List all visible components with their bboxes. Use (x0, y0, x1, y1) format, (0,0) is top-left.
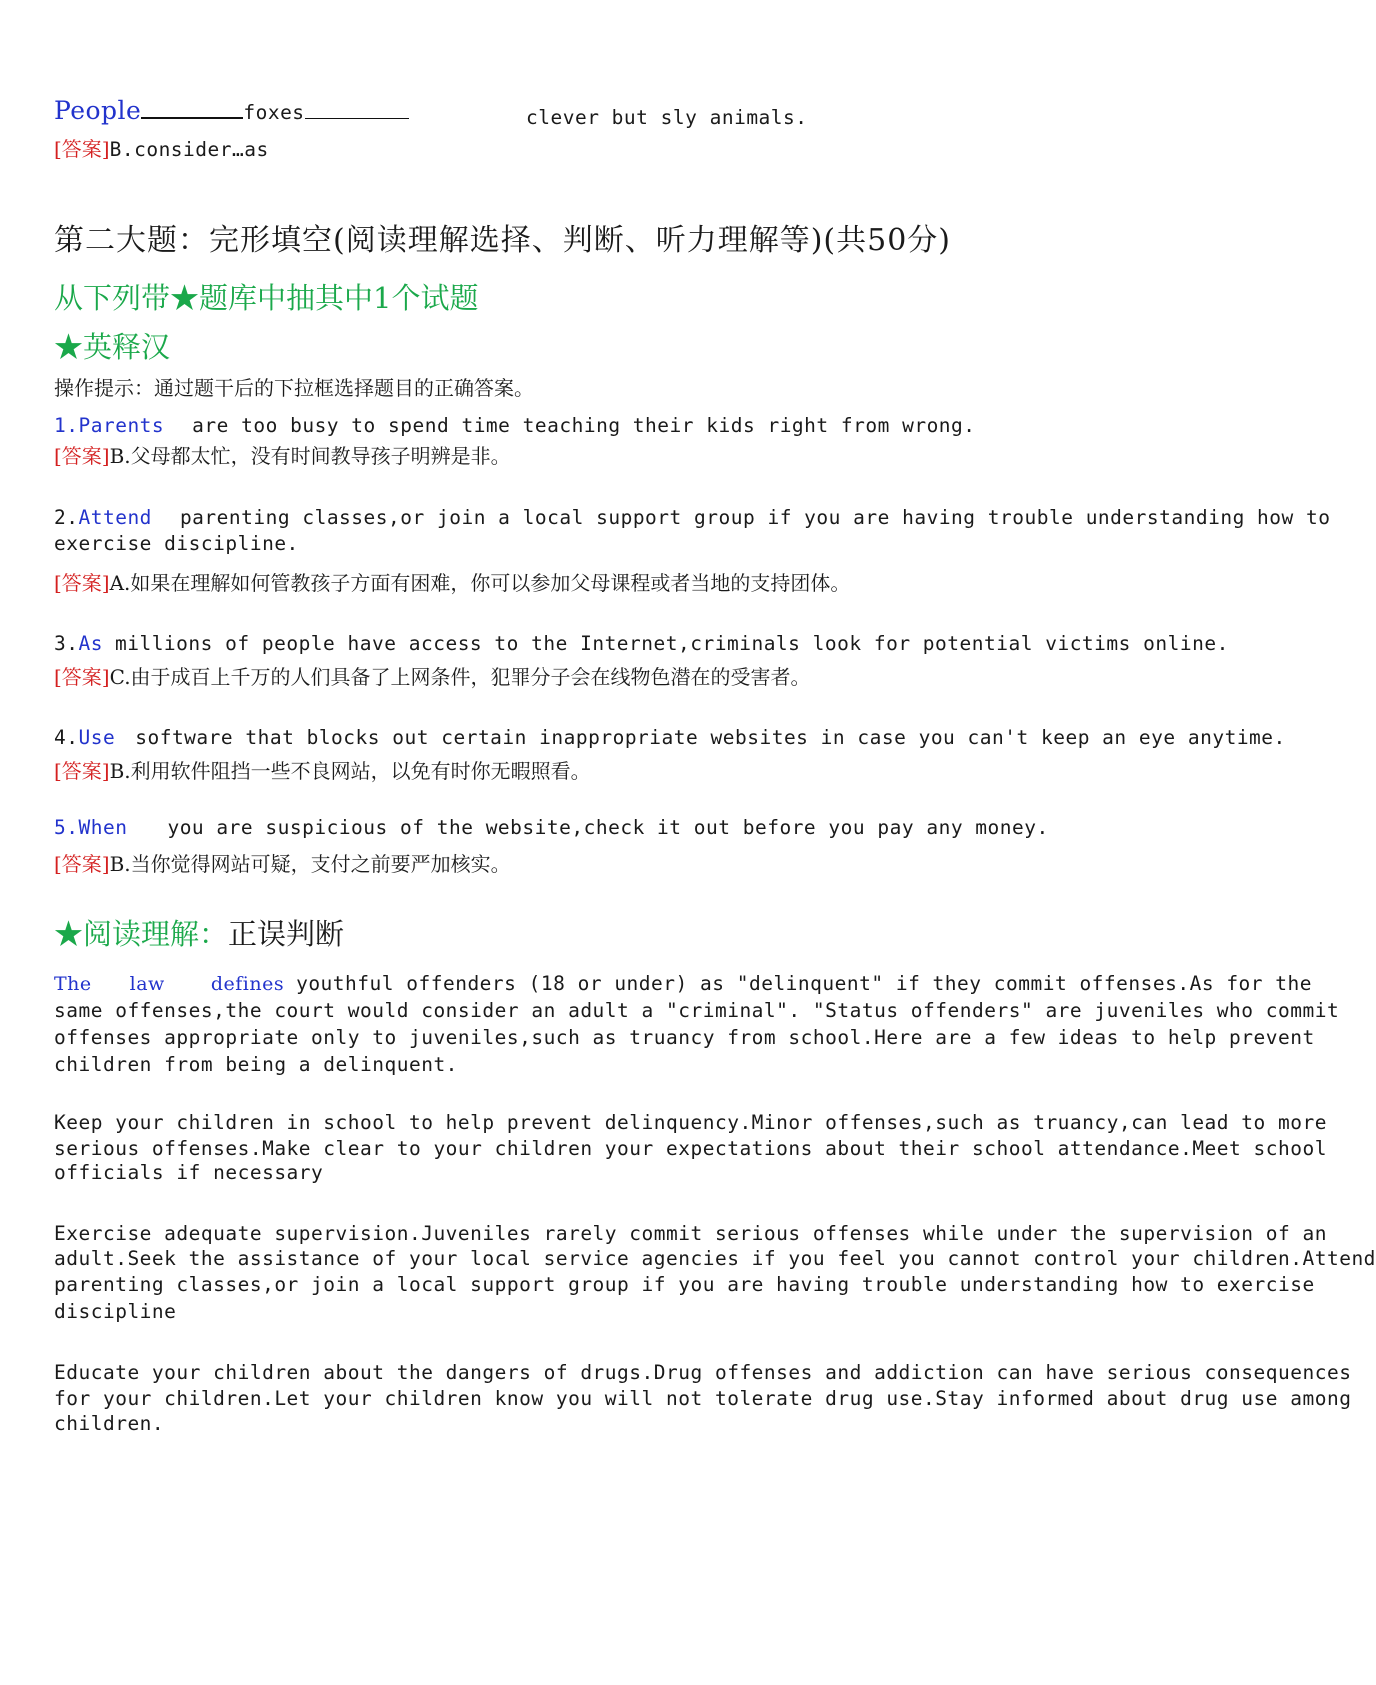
passage-text: youthful offenders (18 or under) as "delinquent" if they commit offenses.As for the (296, 972, 1312, 995)
blank-dropdown-defines[interactable]: defines (210, 973, 285, 995)
answer-3 (54, 661, 811, 690)
passage-p4-line-3: children. (54, 1412, 165, 1435)
passage-p4-line-2: for your children.Let your children know you will not tolerate drug use.Stay informed about drug use among (54, 1387, 1352, 1410)
answer-tag: [答案] (54, 665, 110, 689)
answer-text: B.父母都太忙，没有时间教导孩子明辨是非。 (109, 444, 511, 468)
passage-p2-line-2: serious offenses.Make clear to your children your expectations about their school attendance.Meet school (54, 1137, 1327, 1160)
prev-question-answer (54, 133, 269, 162)
answer-dropdown[interactable]: Use (78, 726, 116, 749)
question-text: parenting classes,or join a local support group if you are having trouble understanding how to (179, 506, 1331, 529)
passage-p1-line-1 (54, 972, 1312, 995)
question-text: millions of people have access to the Internet,criminals look for potential victims online. (114, 632, 1229, 655)
question-text: you are suspicious of the website,check it out before you pay any money. (167, 816, 1049, 839)
passage-p1-line-4: children from being a delinquent. (54, 1053, 458, 1076)
answer-tag: [答案] (54, 852, 110, 876)
part1-title: ★英释汉 (54, 330, 171, 364)
part2-title (54, 912, 344, 953)
part2-title-rest: 正误判断 (228, 917, 345, 951)
prev-question-line (54, 96, 409, 125)
passage-p2-line-1: Keep your children in school to help prevent delinquency.Minor offenses,such as truancy,can lead to more (54, 1111, 1327, 1134)
passage-p3-line-1: Exercise adequate supervision.Juveniles rarely commit serious offenses while under the supervision of an (54, 1222, 1327, 1245)
prev-question-word-people: People (54, 96, 142, 125)
answer-4 (54, 755, 591, 784)
question-2 (54, 506, 1331, 529)
answer-5 (54, 848, 511, 877)
part2-title-prefix: ★阅读理解： (54, 917, 229, 951)
passage-p3-line-4: discipline (54, 1300, 177, 1323)
answer-2 (54, 567, 850, 596)
answer-dropdown[interactable]: When (78, 816, 128, 839)
answer-tag: [答案] (54, 137, 110, 161)
answer-text: B.consider…as (109, 138, 269, 161)
answer-dropdown[interactable]: As (78, 632, 103, 655)
answer-text: C.由于成百上千万的人们具备了上网条件，犯罪分子会在线物色潜在的受害者。 (109, 665, 811, 689)
answer-text: B.当你觉得网站可疑，支付之前要严加核实。 (109, 852, 511, 876)
question-3 (54, 632, 1229, 655)
prev-question-rest: clever but sly animals. (526, 106, 808, 129)
passage-p3-line-3: parenting classes,or join a local support group if you are having trouble understanding how to exercise (54, 1273, 1315, 1296)
blank-dropdown-law[interactable]: law (129, 973, 165, 995)
answer-dropdown[interactable]: Parents (78, 414, 165, 437)
question-2-line-2: exercise discipline. (54, 532, 299, 555)
question-number: 4. (54, 726, 79, 749)
passage-p3-line-2: adult.Seek the assistance of your local service agencies if you feel you cannot control your children.Attend (54, 1247, 1376, 1270)
blank-dropdown-the[interactable]: The (54, 973, 92, 995)
answer-tag: [答案] (54, 759, 110, 783)
question-text: software that blocks out certain inappropriate websites in case you can't keep an eye anytime. (135, 726, 1286, 749)
section-title: 第二大题：完形填空(阅读理解选择、判断、听力理解等)(共50分) (54, 223, 951, 258)
answer-text: B.利用软件阻挡一些不良网站，以免有时你无暇照看。 (109, 759, 591, 783)
question-1 (54, 414, 976, 437)
operation-hint: 操作提示：通过题干后的下拉框选择题目的正确答案。 (54, 376, 534, 400)
passage-p2-line-3: officials if necessary (54, 1161, 324, 1184)
question-5 (54, 816, 1049, 839)
prev-question-blank-2[interactable] (305, 118, 409, 119)
question-number: 3. (54, 632, 79, 655)
answer-tag: [答案] (54, 571, 110, 595)
answer-dropdown[interactable]: Attend (78, 506, 152, 529)
passage-p1-line-2: same offenses,the court would consider an adult a "criminal". "Status offenders" are juveniles who commit (54, 999, 1340, 1022)
prev-question-word-foxes: foxes (243, 101, 305, 124)
question-number: 2. (54, 506, 79, 529)
question-text: are too busy to spend time teaching their kids right from wrong. (192, 414, 976, 437)
answer-tag: [答案] (54, 444, 110, 468)
passage-p4-line-1: Educate your children about the dangers of drugs.Drug offenses and addiction can have serious consequences (54, 1361, 1352, 1384)
passage-p1-line-3: offenses appropriate only to juveniles,such as truancy from school.Here are a few ideas to help prevent (54, 1026, 1315, 1049)
answer-1 (54, 440, 511, 469)
prev-question-blank-1[interactable] (141, 117, 243, 119)
question-number: 5. (54, 816, 79, 839)
answer-text: A.如果在理解如何管教孩子方面有困难，你可以参加父母课程或者当地的支持团体。 (109, 571, 851, 595)
question-number: 1. (54, 414, 79, 437)
question-4 (54, 726, 1286, 749)
section-subtitle: 从下列带★题库中抽其中1个试题 (54, 281, 479, 315)
